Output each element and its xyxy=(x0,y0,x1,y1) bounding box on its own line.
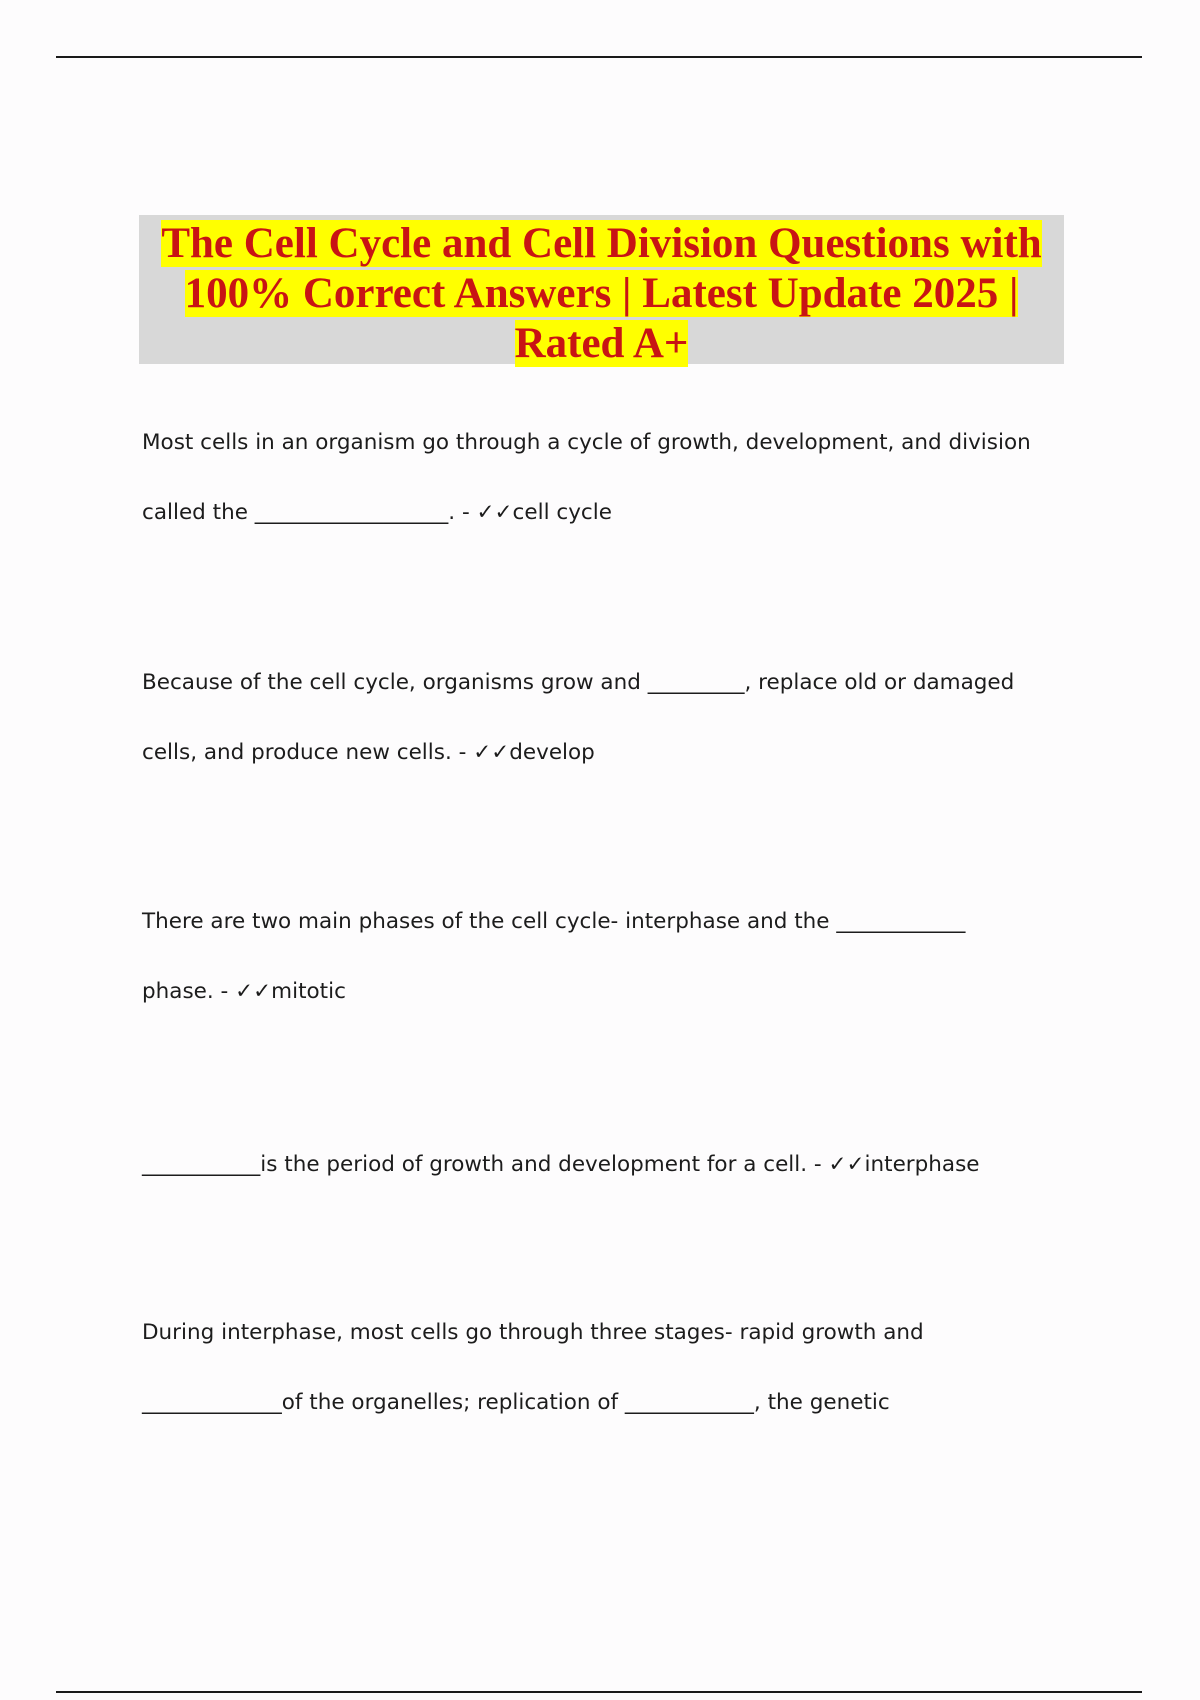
question-3-line-1: There are two main phases of the cell cycle- interphase and the ____________ xyxy=(142,909,966,934)
question-1-line-1: Most cells in an organism go through a cycle of growth, development, and division xyxy=(142,430,1031,455)
question-1-line-2: called the __________________. - ✓✓cell cycle xyxy=(142,500,612,525)
question-2-line-2: cells, and produce new cells. - ✓✓develop xyxy=(142,740,595,765)
document-title: The Cell Cycle and Cell Division Questions with 100% Correct Answers | Latest Update 2025 | Rated A+ xyxy=(161,220,1042,367)
question-5 xyxy=(142,1298,1082,1438)
question-5-line-2: _____________of the organelles; replication of ____________, the genetic xyxy=(142,1390,890,1415)
question-5-line-1: During interphase, most cells go through three stages- rapid growth and xyxy=(142,1320,924,1345)
question-2 xyxy=(142,648,1082,788)
question-4-line-1: ___________is the period of growth and development for a cell. - ✓✓interphase xyxy=(142,1152,980,1177)
question-4 xyxy=(142,1130,1082,1200)
question-2-line-1: Because of the cell cycle, organisms grow and _________, replace old or damaged xyxy=(142,670,1015,695)
footer-rule xyxy=(56,1691,1142,1693)
question-3-line-2: phase. - ✓✓mitotic xyxy=(142,979,346,1004)
title-banner xyxy=(139,215,1064,367)
question-1 xyxy=(142,408,1082,548)
header-rule xyxy=(56,56,1142,58)
question-3 xyxy=(142,887,1082,1027)
